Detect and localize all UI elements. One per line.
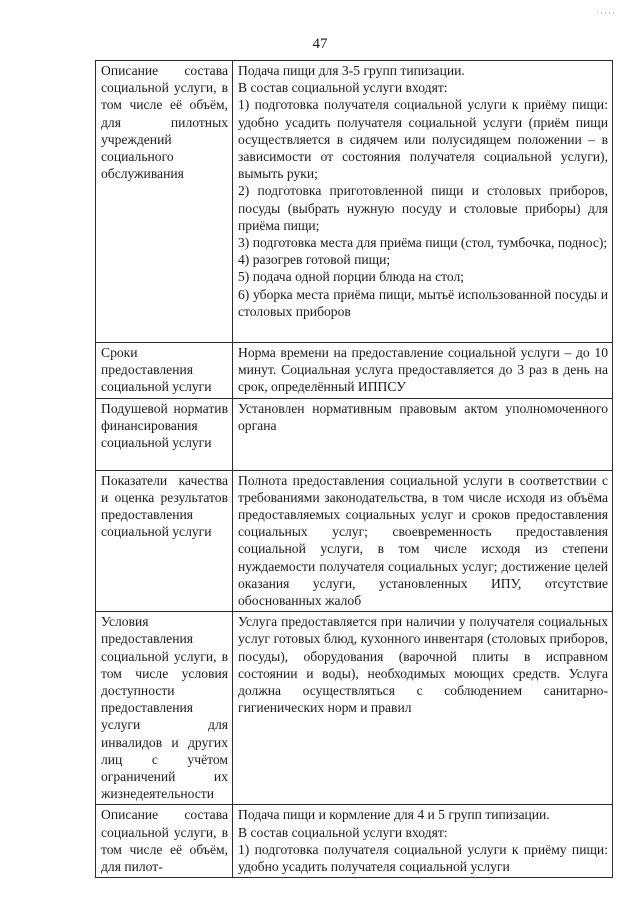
row-content-service-description <box>233 61 613 343</box>
row-label-service-description: Описание состава социальной услуги, в том числе её объём, для пилотных учреждений социального обслуживания <box>96 61 233 343</box>
row-content-service-conditions <box>233 612 613 805</box>
table-row <box>96 343 613 399</box>
row-content-quality-indicators <box>233 470 613 612</box>
row-label-quality-indicators: Показатели качества и оценка результатов предоставления социальной услуги <box>96 470 233 612</box>
row-label-service-conditions: Условия предоставления социальной услуги, в том числе условия доступности предоставления услуги для инвалидов и других лиц с учётом ограничений их жизнедеятельности <box>96 612 233 805</box>
row-label-service-terms: Сроки предоставления социальной услуги <box>96 343 233 399</box>
row-label-service-description-continued: Описание состава социальной услуги, в том числе её объём, для пилот- <box>96 805 233 878</box>
content-line: Подача пищи и кормление для 4 и 5 групп типизации. <box>238 807 550 823</box>
social-service-table <box>95 60 613 878</box>
content-line: 1) подготовка получателя социальной услуги к приёму пищи: удобно усадить получателя социальной услуги (приём пищи осуществляется в сидячем или полусидящем положении – в зависимости от состояния получателя социальной услуги), вымыть руки; <box>238 97 608 182</box>
table-row <box>96 398 613 470</box>
content-line: Услуга предоставляется при наличии у получателя социальных услуг готовых блюд, кухонного инвентаря (столовых приборов, посуды), оборудования (варочной плиты в исправном состоянии и воды), необходимых моющих средств. Услуга должна осуществляться с соблюдением санитарно-гигиенических норм и правил <box>238 614 608 716</box>
table-row <box>96 805 613 878</box>
content-line: 2) подготовка приготовленной пищи и столовых приборов, посуды (выбрать нужную посуду и столовые приборы) для приёма пищи; <box>238 183 608 233</box>
content-line: Норма времени на предоставление социальной услуги – до 10 минут. Социальная услуга предоставляется до 3 раз в день на срок, определённый ИППСУ <box>238 345 608 395</box>
row-content-service-description-continued <box>233 805 613 878</box>
table-row <box>96 612 613 805</box>
row-content-service-terms <box>233 343 613 399</box>
document-table-wrapper <box>95 60 612 875</box>
corner-mark: ····· <box>596 8 616 18</box>
table-row <box>96 61 613 343</box>
content-line: 3) подготовка места для приёма пищи (стол, тумбочка, поднос); <box>238 235 608 251</box>
content-line: 6) уборка места приёма пищи, мытьё использованной посуды и столовых приборов <box>238 286 608 319</box>
content-line: В состав социальной услуги входят: <box>238 824 448 840</box>
content-line: 4) разогрев готовой пищи; <box>238 252 391 268</box>
page-number: 47 <box>312 36 328 52</box>
table-row <box>96 470 613 612</box>
content-line: Полнота предоставления социальной услуги в соответствии с требованиями законодательства, в том числе исходя из объёма предоставляемых социальных услуг и сроков предоставления социальных услуг; своевременность предоставления социальной услуги, в том числе исходя из степени нуждаемости получателя социальных услуг; достижение целей оказания услуги, установленных ИПУ, отсутствие обоснованных жалоб <box>238 472 608 609</box>
row-content-financing-norm <box>233 398 613 470</box>
content-line: 5) подача одной порции блюда на стол; <box>238 269 465 285</box>
content-line: 1) подготовка получателя социальной услуги к приёму пищи: удобно усадить получателя социальной услуги <box>238 841 608 875</box>
row-label-financing-norm: Подушевой норматив финансирования социальной услуги <box>96 398 233 470</box>
content-line: Установлен нормативным правовым актом уполномоченного органа <box>238 400 608 433</box>
content-line: В состав социальной услуги входят: <box>238 80 448 96</box>
content-line: Подача пищи для 3-5 групп типизации. <box>238 63 465 78</box>
